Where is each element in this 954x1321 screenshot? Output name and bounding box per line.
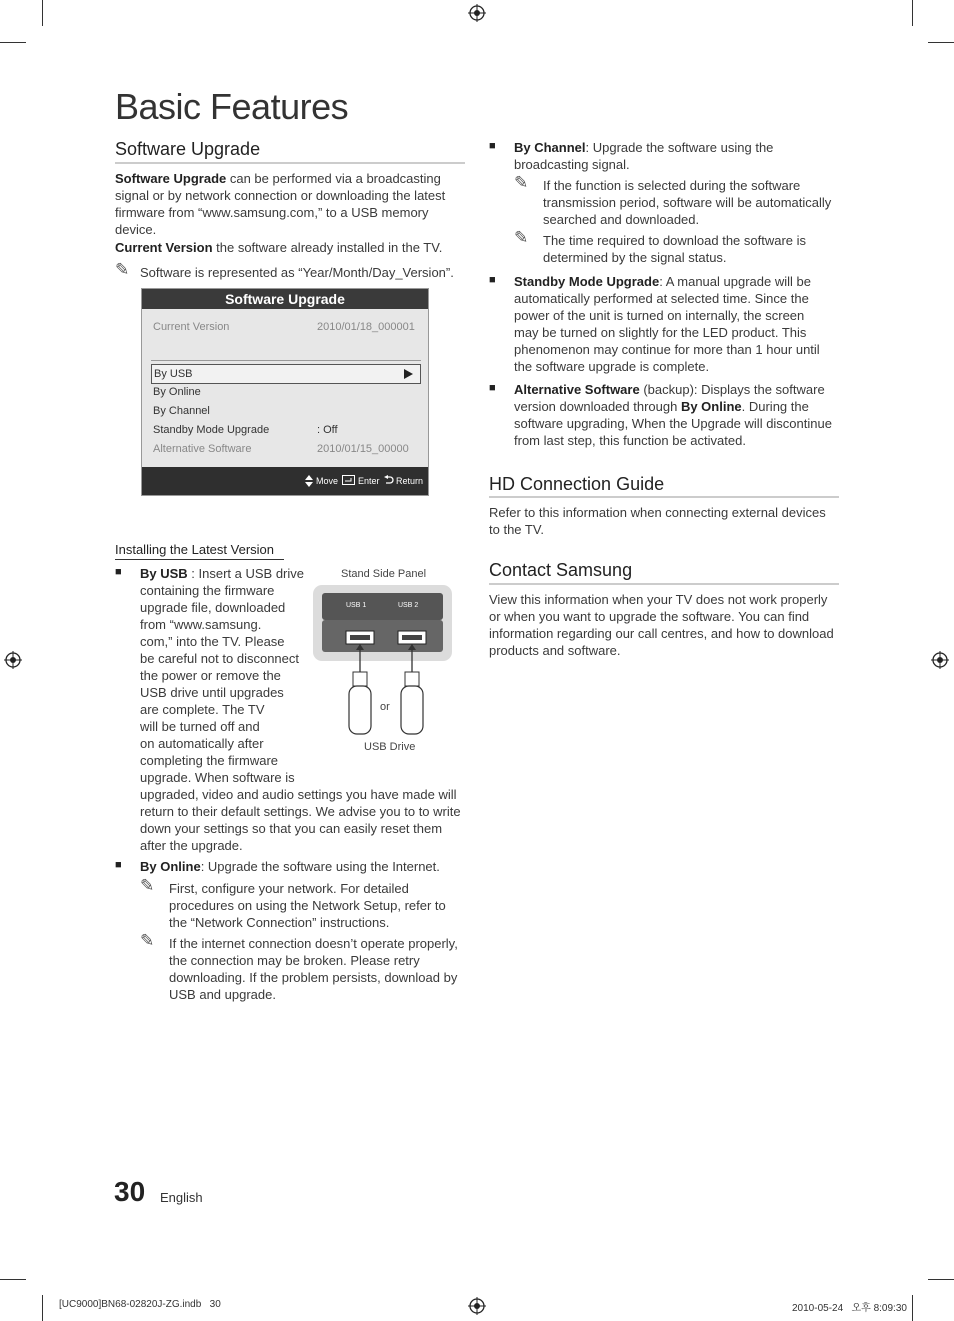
note-icon: ✎ xyxy=(514,228,529,247)
by-online-text xyxy=(140,858,470,875)
note-line: USB and upgrade. xyxy=(169,987,276,1002)
standby-upgrade-text xyxy=(514,273,844,375)
osd-foot-move: Move xyxy=(316,476,339,486)
note-icon: ✎ xyxy=(514,173,529,192)
page-number: 30 xyxy=(114,1176,146,1207)
online-note-1 xyxy=(169,880,469,931)
osd-item-standby-value: : Off xyxy=(317,424,338,436)
crop-mark xyxy=(0,42,26,43)
section-heading-contact-samsung: Contact Samsung xyxy=(489,560,633,580)
note-line: searched and downloaded. xyxy=(543,212,700,227)
by-usb-line: are complete. The TV xyxy=(140,702,265,717)
by-online-bold: By Online xyxy=(140,859,201,874)
note-line: The time required to download the software is xyxy=(543,233,807,248)
registration-mark-icon xyxy=(468,1297,486,1315)
crop-mark xyxy=(42,0,43,26)
section-heading-software-upgrade: Software Upgrade xyxy=(115,139,261,159)
by-usb-line: completing the firmware xyxy=(140,753,278,768)
standby-line: phenomenon may continue for more than 1 hour until xyxy=(514,342,820,357)
alt-line: (backup): Displays the software xyxy=(639,382,825,397)
alt-bold: Alternative Software xyxy=(514,382,640,397)
by-usb-line: upgrade file, downloaded xyxy=(140,600,286,615)
intro-line: can be performed via a broadcasting xyxy=(226,171,441,186)
osd-current-version-label: Current Version xyxy=(153,321,230,333)
page-title: Basic Features xyxy=(115,86,349,127)
standby-line: may be turned on slightly for the LED product. This xyxy=(514,325,807,340)
alt-line: from last step, this function be activated. xyxy=(514,433,746,448)
install-heading: Installing the Latest Version xyxy=(115,542,274,557)
channel-note-1 xyxy=(543,177,843,228)
bullet-icon: ■ xyxy=(115,859,122,871)
bullet-icon: ■ xyxy=(489,382,496,394)
standby-line: power of the unit is turned on internally, the screen xyxy=(514,308,805,323)
osd-item-by-online[interactable]: By Online xyxy=(153,386,201,398)
enter-icon xyxy=(342,475,355,485)
note-icon: ✎ xyxy=(140,876,155,895)
standby-line: automatically performed at selected time. Since the xyxy=(514,291,809,306)
by-usb-line: from “www.samsung. xyxy=(140,617,262,632)
crop-mark xyxy=(912,1295,913,1321)
section-rule xyxy=(115,162,465,164)
section-rule xyxy=(489,583,839,585)
crop-mark xyxy=(928,42,954,43)
channel-note-2 xyxy=(543,232,843,266)
by-channel-bold: By Channel xyxy=(514,140,586,155)
standby-line: : A manual upgrade will be xyxy=(659,274,811,289)
online-note-2 xyxy=(169,935,469,1003)
by-usb-line: USB drive until upgrades xyxy=(140,685,284,700)
by-usb-line: return to their default settings. We advise you to to write xyxy=(140,804,461,819)
by-usb-line: : Insert a USB drive xyxy=(187,566,305,581)
osd-item-label: By USB xyxy=(154,368,193,380)
current-version-bold: Current Version xyxy=(115,240,213,255)
note-line: If the internet connection doesn’t operate properly, xyxy=(169,936,458,951)
osd-item-by-channel[interactable]: By Channel xyxy=(153,405,210,417)
note-line: determined by the signal status. xyxy=(543,250,727,265)
by-usb-line: after the upgrade. xyxy=(140,838,243,853)
contact-line: information regarding our call centres, and how to download xyxy=(489,626,834,641)
hd-line: to the TV. xyxy=(489,522,544,537)
osd-item-by-usb[interactable] xyxy=(151,364,421,384)
alternative-software-text xyxy=(514,381,844,449)
by-usb-line: down your settings so that you can easily reset them xyxy=(140,821,443,836)
bullet-icon: ■ xyxy=(489,140,496,152)
note-line: procedures on using the Network Setup, refer to xyxy=(169,898,446,913)
osd-item-alternative-value: 2010/01/15_00000 xyxy=(317,443,409,455)
crop-mark xyxy=(0,1279,26,1280)
registration-mark-icon xyxy=(931,651,949,669)
software-upgrade-osd xyxy=(141,288,429,496)
footer-timestamp: 2010-05-24 오후 8:09:30 xyxy=(792,1303,907,1314)
osd-divider xyxy=(151,360,421,361)
or-label: or xyxy=(380,701,390,713)
current-version-desc: the software already installed in the TV. xyxy=(212,240,443,255)
note-line: First, configure your network. For detailed xyxy=(169,881,409,896)
by-usb-line: the power or remove the xyxy=(140,668,281,683)
by-channel-text xyxy=(514,139,844,173)
bullet-icon: ■ xyxy=(489,274,496,286)
version-format-note: Software is represented as “Year/Month/Day_Version”. xyxy=(140,265,454,280)
crop-mark xyxy=(928,1279,954,1280)
crop-mark xyxy=(42,1295,43,1321)
by-usb-line: containing the firmware xyxy=(140,583,275,598)
usb2-port-label: USB 2 xyxy=(398,602,419,609)
osd-item-standby[interactable]: Standby Mode Upgrade xyxy=(153,424,270,436)
page-language: English xyxy=(160,1190,203,1205)
osd-footer xyxy=(142,467,428,495)
contact-samsung-text xyxy=(489,591,844,659)
standby-bold: Standby Mode Upgrade xyxy=(514,274,660,289)
note-icon: ✎ xyxy=(140,931,155,950)
intro-bold: Software Upgrade xyxy=(115,171,227,186)
move-arrows-icon xyxy=(305,475,313,487)
by-usb-line: be careful not to disconnect xyxy=(140,651,299,666)
current-version-text xyxy=(115,239,465,256)
play-arrow-icon xyxy=(404,369,413,379)
by-usb-line: com,” into the TV. Please xyxy=(140,634,285,649)
contact-line: or when you want to upgrade the software. You can find xyxy=(489,609,810,624)
registration-mark-icon xyxy=(468,4,486,22)
standby-line: the software upgrade is complete. xyxy=(514,359,710,374)
crop-mark xyxy=(912,0,913,26)
install-heading-rule xyxy=(115,559,284,560)
osd-current-version-value: 2010/01/18_000001 xyxy=(317,321,415,333)
alt-line: software upgrading, When the Upgrade will discontinue xyxy=(514,416,832,431)
by-usb-line: on automatically after xyxy=(140,736,264,751)
registration-mark-icon xyxy=(4,651,22,669)
osd-title: Software Upgrade xyxy=(142,289,428,309)
note-icon: ✎ xyxy=(115,260,130,279)
usb-connection-diagram xyxy=(312,584,454,742)
by-usb-line: upgraded, video and audio settings you have made will xyxy=(140,787,457,802)
note-line: If the function is selected during the software xyxy=(543,178,801,193)
section-rule xyxy=(489,496,839,498)
software-upgrade-intro xyxy=(115,170,465,238)
osd-item-alternative[interactable]: Alternative Software xyxy=(153,443,252,455)
note-line: downloading. If the problem persists, download by xyxy=(169,970,458,985)
bullet-icon: ■ xyxy=(115,566,122,578)
osd-foot-enter: Enter xyxy=(358,476,380,486)
stand-side-panel-label: Stand Side Panel xyxy=(341,568,427,580)
contact-line: products and software. xyxy=(489,643,621,658)
alt-line: . During the xyxy=(741,399,809,414)
alt-by-online-bold: By Online xyxy=(680,399,742,414)
by-channel-line: broadcasting signal. xyxy=(514,157,630,172)
usb1-port-label: USB 1 xyxy=(346,602,367,609)
intro-line: device. xyxy=(115,222,157,237)
intro-line: signal or by network connection or downloading the latest xyxy=(115,188,446,203)
by-online-desc: : Upgrade the software using the Internet. xyxy=(200,859,440,874)
note-line: transmission period, software will be automatically xyxy=(543,195,832,210)
hd-connection-text xyxy=(489,504,839,538)
contact-line: View this information when your TV does not work properly xyxy=(489,592,828,607)
footer-file-info: [UC9000]BN68-02820J-ZG.indb 30 xyxy=(59,1299,221,1310)
note-line: the “Network Connection” instructions. xyxy=(169,915,390,930)
osd-foot-return: Return xyxy=(396,476,424,486)
by-channel-line: : Upgrade the software using the xyxy=(585,140,774,155)
intro-line: firmware from “www.samsung.com,” to a USB memory xyxy=(115,205,429,220)
by-usb-line: will be turned off and xyxy=(140,719,260,734)
by-usb-line: upgrade. When software is xyxy=(140,770,295,785)
section-heading-hd-connection: HD Connection Guide xyxy=(489,474,665,494)
by-usb-bold: By USB xyxy=(140,566,188,581)
usb-drive-label: USB Drive xyxy=(364,741,416,753)
hd-line: Refer to this information when connecting external devices xyxy=(489,505,826,520)
alt-line: version downloaded through xyxy=(514,399,681,414)
note-line: the connection may be broken. Please retry xyxy=(169,953,420,968)
return-icon xyxy=(384,475,394,485)
